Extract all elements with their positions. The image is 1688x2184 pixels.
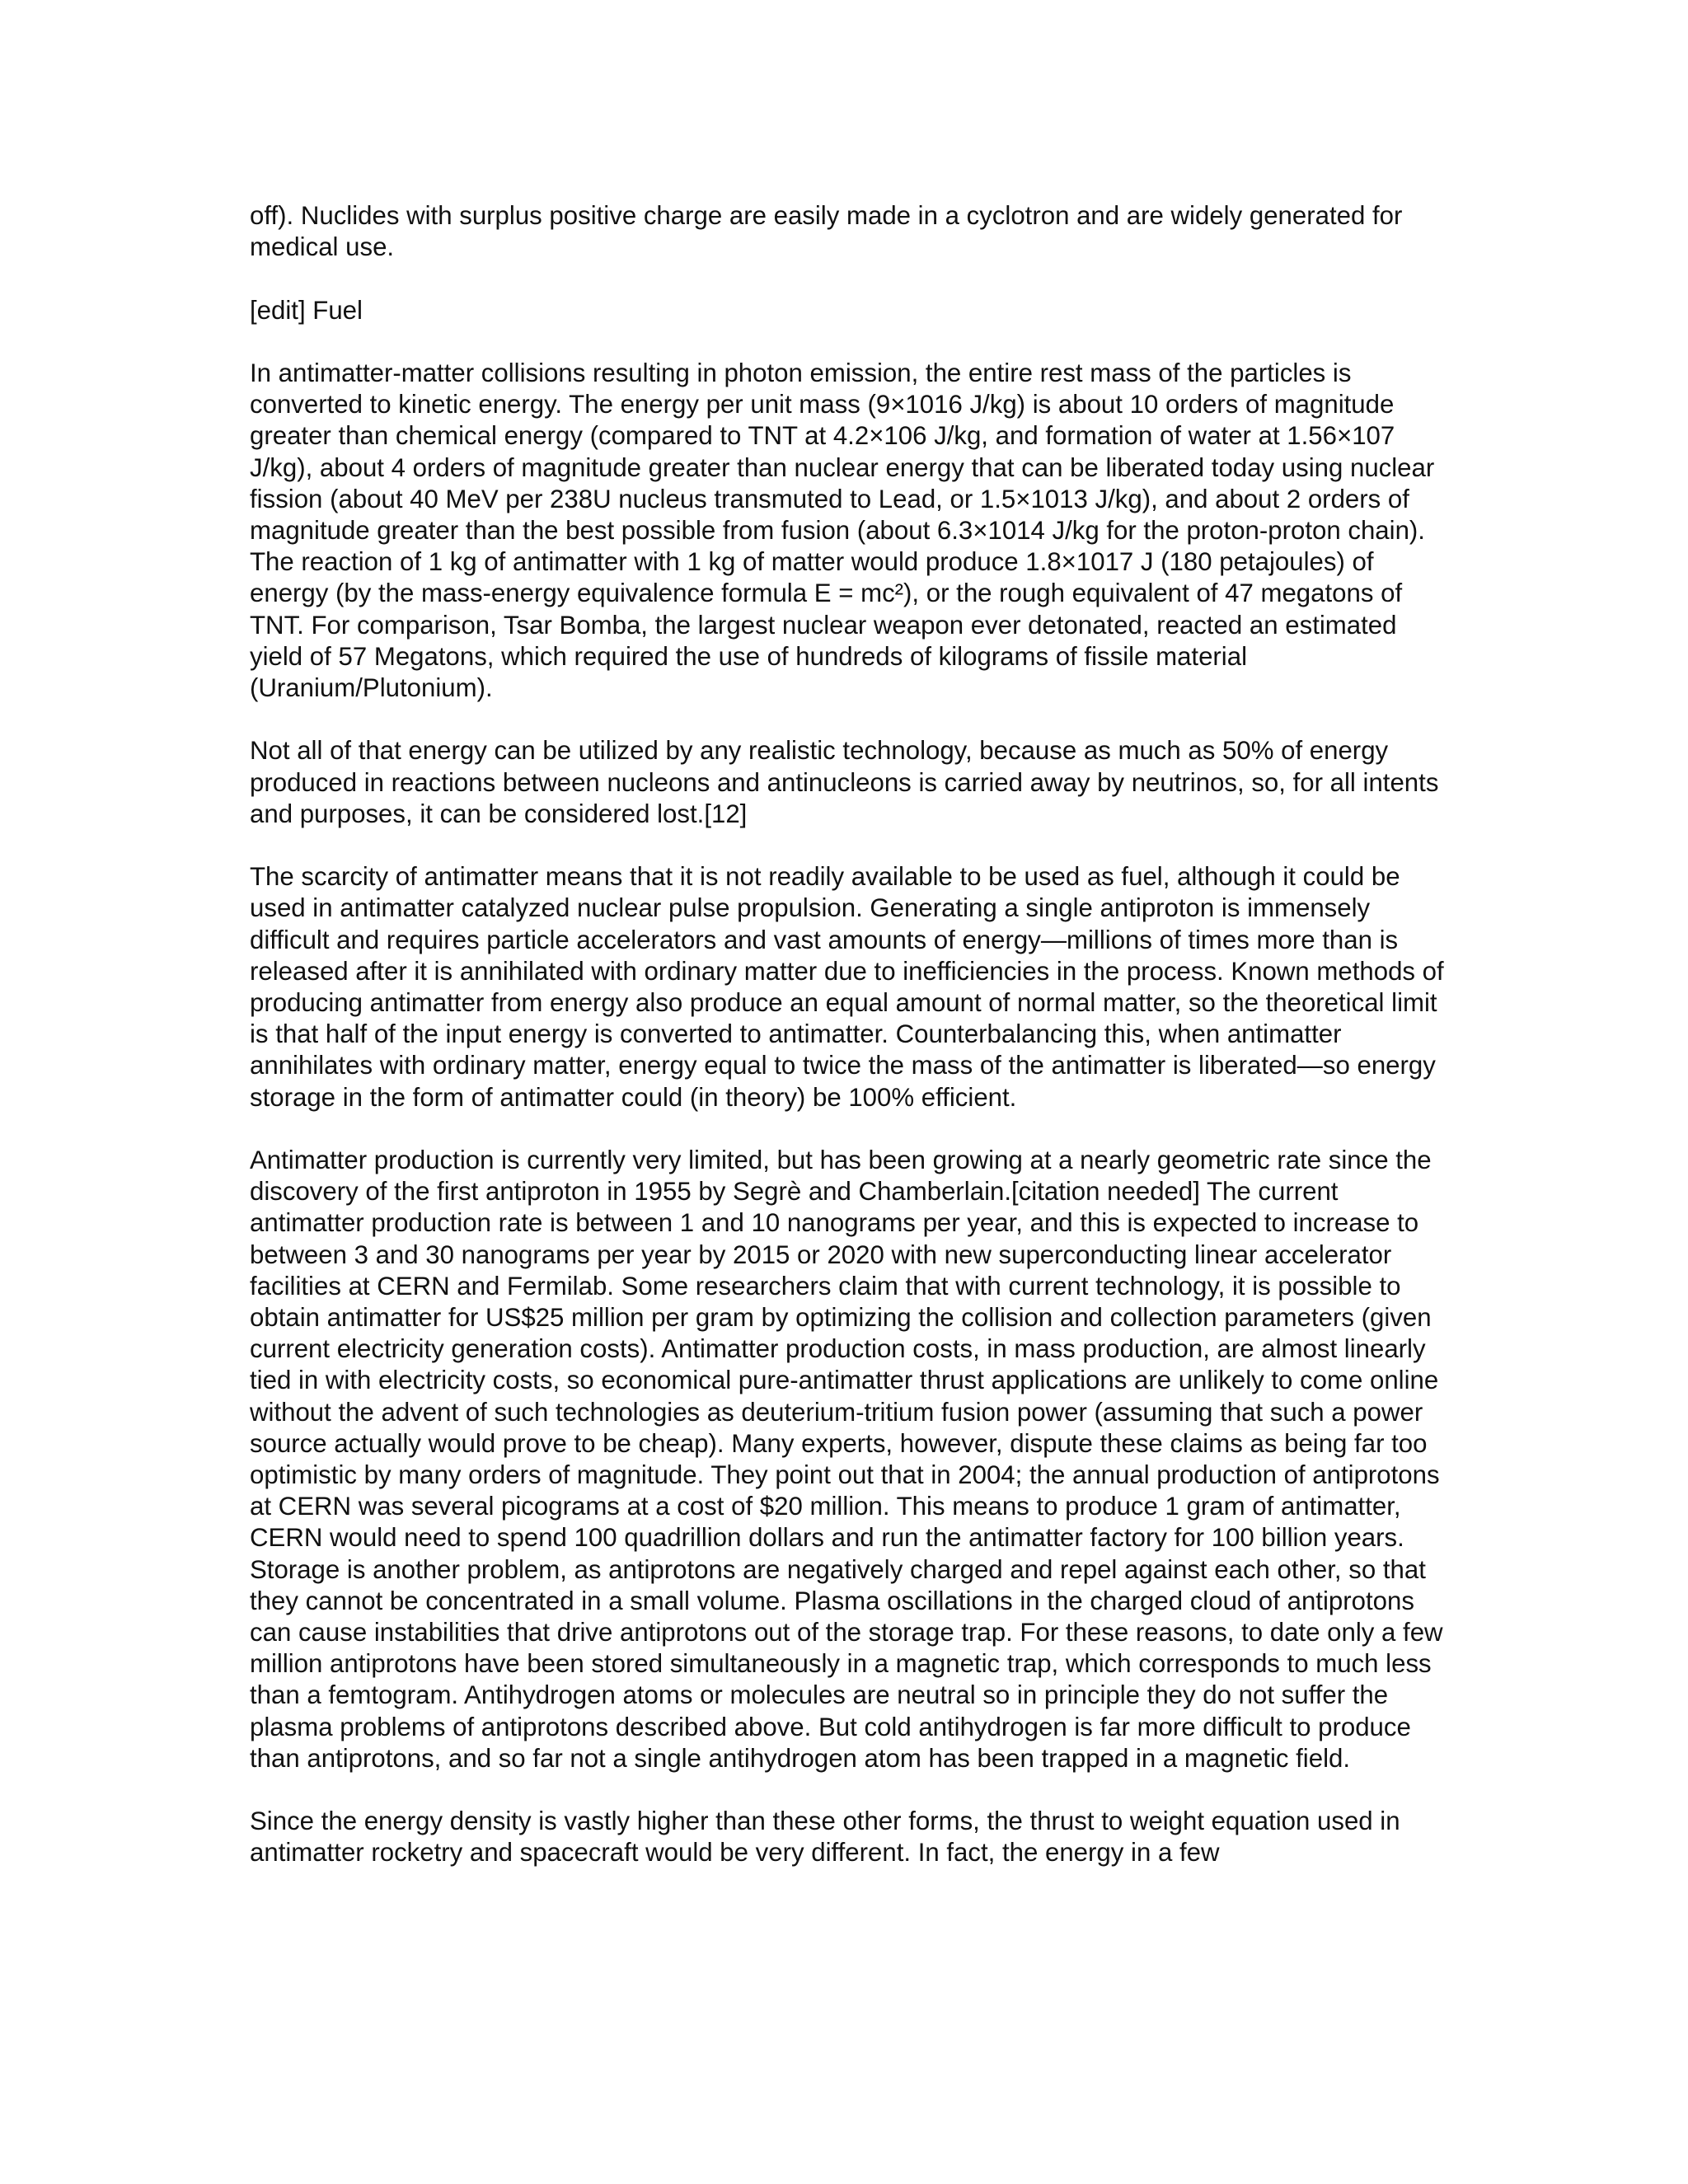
paragraph-energy-density: Since the energy density is vastly higher than these other forms, the thrust to weight equation used in antimatter rocketry and spacecraft would be very different. In fact, the energy in a few <box>250 1807 1400 1868</box>
paragraph-neutrino-loss: Not all of that energy can be utilized by any realistic technology, because as much as 50% of energy produced in reactions between nucleons and antinucleons is carried away by neutrinos, so, for all intents and purposes, it can be considered lost.[12] <box>250 736 1439 828</box>
paragraph-scarcity: The scarcity of antimatter means that it is not readily available to be used as fuel, although it could be used in antimatter catalyzed nuclear pulse propulsion. Generating a single antiproton is immensely difficult and requires particle accelerators and vast amounts of energy—millions of times more than is released after it is annihilated with ordinary matter due to inefficiencies in the process. Known methods of producing antimatter from energy also produce an equal amount of normal matter, so the theoretical limit is that half of the input energy is converted to antimatter. Counterbalancing this, when antimatter annihilates with ordinary matter, energy equal to twice the mass of the antimatter is liberated—so energy storage in the form of antimatter could (in theory) be 100% efficient. <box>250 862 1444 1112</box>
paragraph-energy-per-mass: In antimatter-matter collisions resulting in photon emission, the entire rest mass of the particles is converted to kinetic energy. The energy per unit mass (9×1016 J/kg) is about 10 orders of magnitude greater than chemical energy (compared to TNT at 4.2×106 J/kg, and formation of water at 1.56×107 J/kg), about 4 orders of magnitude greater than nuclear energy that can be liberated today using nuclear fission (about 40 MeV per 238U nucleus transmuted to Lead, or 1.5×1013 J/kg), and about 2 orders of magnitude greater than the best possible from fusion (about 6.3×1014 J/kg for the proton-proton chain). The reaction of 1 kg of antimatter with 1 kg of matter would produce 1.8×1017 J (180 petajoules) of energy (by the mass-energy equivalence formula E = mc²), or the rough equivalent of 47 megatons of TNT. For comparison, Tsar Bomba, the largest nuclear weapon ever detonated, reacted an estimated yield of 57 Megatons, which required the use of hundreds of kilograms of fissile material (Uranium/Plutonium). <box>250 358 1435 703</box>
paragraph-cyclotron: off). Nuclides with surplus positive charge are easily made in a cyclotron and are widely generated for medical use. <box>250 201 1403 262</box>
section-heading-fuel: [edit] Fuel <box>250 295 363 325</box>
document-page <box>250 200 1453 1869</box>
paragraph-production: Antimatter production is currently very limited, but has been growing at a nearly geometric rate since the discovery of the first antiproton in 1955 by Segrè and Chamberlain.[citation needed] The current antimatter production rate is between 1 and 10 nanograms per year, and this is expected to increase to between 3 and 30 nanograms per year by 2015 or 2020 with new superconducting linear accelerator facilities at CERN and Fermilab. Some researchers claim that with current technology, it is possible to obtain antimatter for US$25 million per gram by optimizing the collision and collection parameters (given current electricity generation costs). Antimatter production costs, in mass production, are almost linearly tied in with electricity costs, so economical pure-antimatter thrust applications are unlikely to come online without the advent of such technologies as deuterium-tritium fusion power (assuming that such a power source actually would prove to be cheap). Many experts, however, dispute these claims as being far too optimistic by many orders of magnitude. They point out that in 2004; the annual production of antiprotons at CERN was several picograms at a cost of $20 million. This means to produce 1 gram of antimatter, CERN would need to spend 100 quadrillion dollars and run the antimatter factory for 100 billion years. Storage is another problem, as antiprotons are negatively charged and repel against each other, so that they cannot be concentrated in a small volume. Plasma oscillations in the charged cloud of antiprotons can cause instabilities that drive antiprotons out of the storage trap. For these reasons, to date only a few million antiprotons have been stored simultaneously in a magnetic trap, which corresponds to much less than a femtogram. Antihydrogen atoms or molecules are neutral so in principle they do not suffer the plasma problems of antiprotons described above. But cold antihydrogen is far more difficult to produce than antiprotons, and so far not a single antihydrogen atom has been trapped in a magnetic field. <box>250 1146 1443 1773</box>
